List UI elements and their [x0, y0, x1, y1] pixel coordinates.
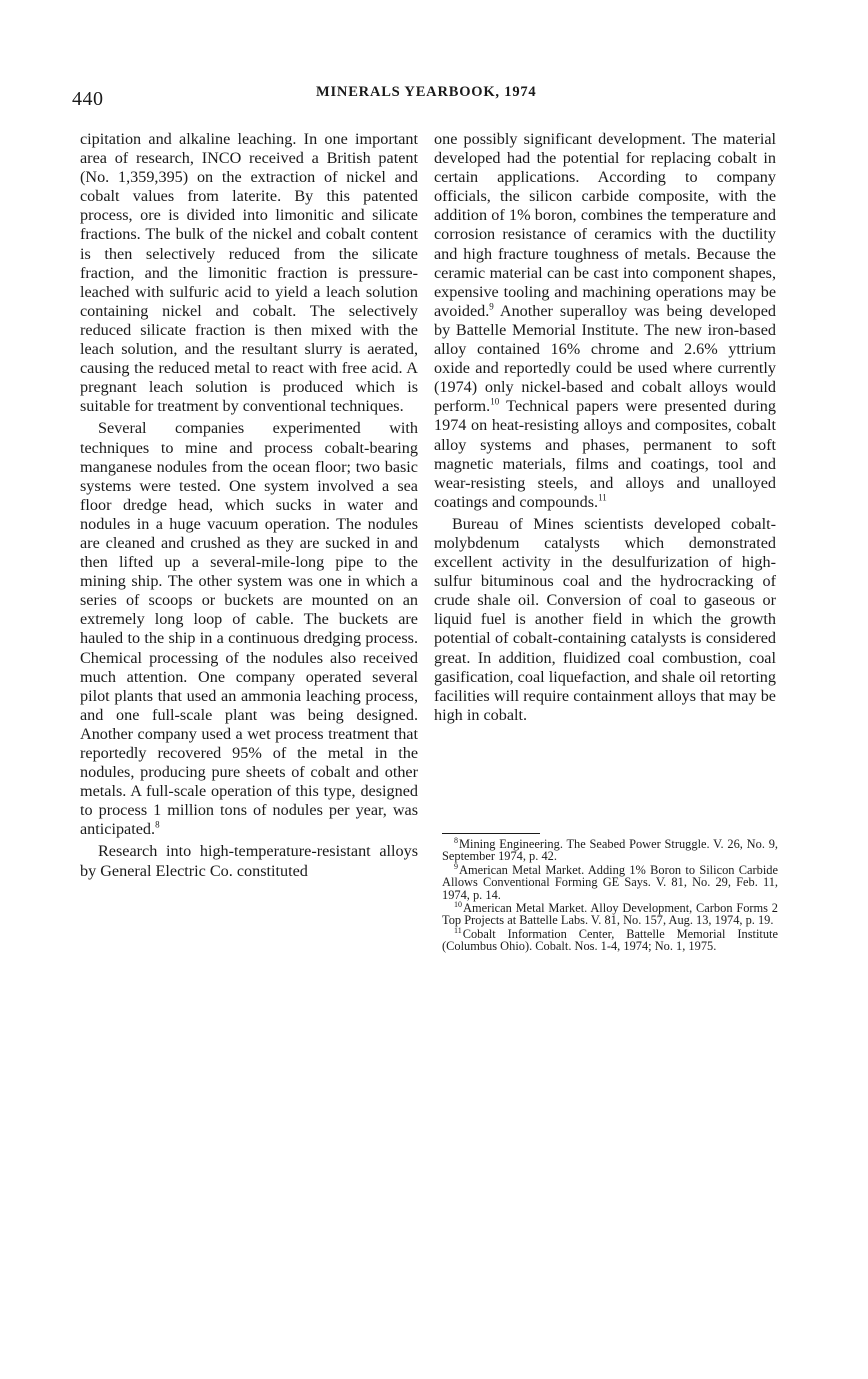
footnote-reference: 11: [598, 492, 607, 503]
footnote: [442, 861, 778, 902]
left-column: [80, 130, 418, 881]
running-title: MINERALS YEARBOOK, 1974: [316, 84, 537, 100]
footnote-reference: 8: [155, 819, 160, 830]
footnote-mark: 11: [454, 925, 462, 935]
paragraph-text: Technical papers were presented during 1974 on heat-resisting alloys and composites, cobalt alloy systems and phases, permanent to soft magnetic materials, films and coatings, tool and wear-resisting steels, and alloys and unalloyed coatings and compounds.: [434, 397, 776, 511]
footnote: [442, 899, 778, 928]
paragraph: cipitation and alkaline leaching. In one important area of research, INCO received a British patent (No. 1,359,395) on the extraction of nickel and cobalt values from laterite. By this patented process, ore is divided into limonitic and silicate fractions. The bulk of the nickel and cobalt content is then selectively reduced from the silicate fraction, and the limonitic fraction is pressure-leached with sulfuric acid to yield a leach solution containing nickel and cobalt. The selectively reduced silicate fraction is then mixed with the leach solution, and the resultant slurry is aerated, causing the reduced metal to react with free acid. A pregnant leach solution is produced which is suitable for treatment by conventional techniques.: [80, 130, 418, 416]
paragraph: [434, 130, 776, 512]
footnote: [442, 835, 778, 864]
footnote-mark: 8: [454, 835, 458, 845]
footnote-text: American Metal Market. Alloy Development, Carbon Forms 2 Top Projects at Battelle Labs. V. 81, No. 157, Aug. 13, 1974, p. 19.: [442, 901, 778, 928]
paragraph: Bureau of Mines scientists developed cobalt-molybdenum catalysts which demonstrated excellent activity in the desulfurization of high-sulfur bituminous coal and the hydrocracking of crude shale oil. Conversion of coal to gaseous or liquid fuel is another field in which the growth potential of cobalt-containing catalysts is considered great. In addition, fluidized coal combustion, coal gasification, coal liquefaction, and shale oil retorting facilities will require containment alloys that may be high in cobalt.: [434, 514, 776, 724]
footnote-divider: [442, 833, 540, 834]
paragraph-text: Another superalloy was being developed by Battelle Memorial Institute. The new iron-based alloy contained 16% chrome and 2.6% yttrium oxide and reportedly could be used where currently (1974) only nickel-based and cobalt alloys would perform.: [434, 301, 776, 416]
footnote-reference: 10: [490, 396, 500, 407]
paragraph: Research into high-temperature-resistant alloys by General Electric Co. constituted: [80, 842, 418, 880]
footnote: [442, 925, 778, 954]
footnote-reference: 9: [489, 301, 494, 312]
right-column: [434, 130, 776, 725]
footnote-text: Cobalt Information Center, Battelle Memorial Institute (Columbus Ohio). Cobalt. Nos. 1-4, 1974; No. 1, 1975.: [442, 926, 778, 954]
paragraph-text: Several companies experimented with techniques to mine and process cobalt-bearing manganese nodules from the ocean floor; two basic systems were tested. One system involved a sea floor dredge head, which sucks in water and nodules in a huge vacuum operation. The nodules are cleaned and crushed as they are sucked in and then lifted up a several-mile-long pipe to the mining ship. The other system was one in which a series of scoops or buckets are mounted on an extremely long loop of cable. The buckets are hauled to the ship in a continuous dredging process. Chemical processing of the nodules also received much attention. One company operated several pilot plants that used an ammonia leaching process, and one full-scale plant was being designed. Another company used a wet process treatment that reportedly recovered 95% of the metal in the nodules, producing pure sheets of cobalt and other metals. A full-scale operation of this type, designed to process 1 million tons of nodules per year, was anticipated.: [80, 419, 418, 839]
footnote-text: American Metal Market. Adding 1% Boron to Silicon Carbide Allows Conventional Forming GE Says. V. 81, No. 29, Feb. 11, 1974, p. 14.: [442, 862, 778, 902]
paragraph: [80, 419, 418, 839]
footnote-mark: 10: [454, 899, 462, 909]
footnotes: [442, 835, 778, 954]
footnote-text: Mining Engineering. The Seabed Power Struggle. V. 26, No. 9, September 1974, p. 42.: [442, 837, 778, 864]
paragraph-text: one possibly significant development. The material developed had the potential for replacing cobalt in certain applications. According to company officials, the silicon carbide composite, with the addition of 1% boron, combines the temperature and corrosion resistance of ceramics with the ductility and high fracture toughness of metals. Because the ceramic material can be cast into component shapes, expensive tooling and machining operations may be avoided.: [434, 130, 776, 320]
page-number: 440: [72, 88, 104, 110]
footnote-mark: 9: [454, 861, 458, 871]
